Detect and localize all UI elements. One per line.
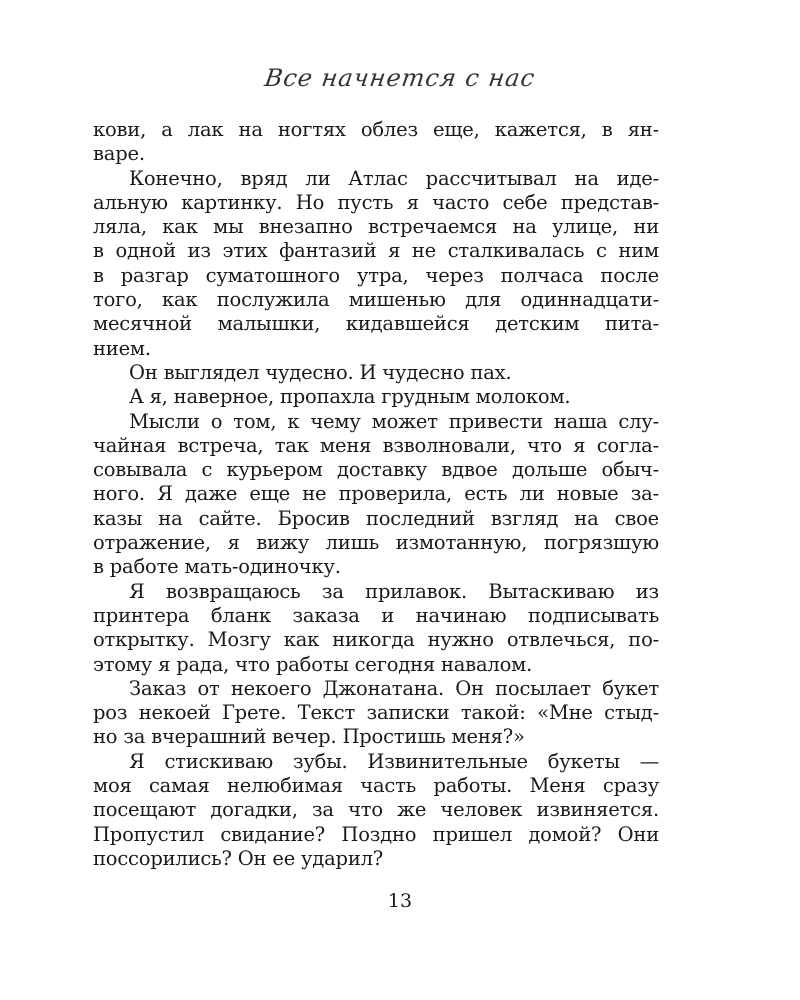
text-line: Заказ от некоего Джонатана. Он посылает букет	[129, 676, 659, 700]
text-line: Я стискиваю зубы. Извинительные букеты —	[129, 749, 659, 773]
text-line: Конечно, вряд ли Атлас рассчитывал на иде-	[129, 166, 659, 190]
text-line: в одной из этих фантазий я не сталкивалась с ним	[93, 239, 659, 263]
text-line: но за вчерашний вечер. Простишь меня?»	[93, 725, 525, 749]
text-line: принтера бланк заказа и начинаю подписывать	[93, 603, 659, 627]
text-line: варе.	[93, 142, 145, 166]
text-line: казы на сайте. Бросив последний взгляд на свое	[93, 506, 659, 530]
text-line: отражение, я вижу лишь измотанную, погрязшую	[93, 531, 659, 555]
text-line: Мысли о том, к чему может привести наша слу-	[129, 409, 659, 433]
text-line: кови, а лак на ногтях облез еще, кажется, в ян-	[93, 118, 659, 141]
text-line: совывала с курьером доставку вдвое дольше обыч-	[93, 458, 659, 482]
text-line: Он выглядел чудесно. И чудесно пах.	[129, 360, 512, 384]
text-line: того, как послужила мишенью для одиннадцати-	[93, 288, 659, 312]
text-line: в разгар суматошного утра, через полчаса после	[93, 263, 659, 287]
text-line: в работе мать-одиночку.	[93, 555, 341, 579]
text-line: ного. Я даже еще не проверила, есть ли новые за-	[93, 482, 659, 506]
text-line: Я возвращаюсь за прилавок. Вытаскиваю из	[129, 579, 659, 603]
text-line: поссорились? Он ее ударил?	[93, 846, 384, 870]
page-number: 13	[387, 890, 413, 912]
text-line: альную картинку. Но пусть я часто себе представ-	[93, 190, 659, 214]
text-line: этому я рада, что работы сегодня навалом.	[93, 652, 533, 676]
text-line: открытку. Мозгу как никогда нужно отвлечься, по-	[93, 628, 659, 652]
text-line: моя самая нелюбимая часть работы. Меня сразу	[93, 774, 659, 798]
text-line: А я, наверное, пропахла грудным молоком.	[129, 385, 571, 409]
text-line: месячной малышки, кидавшейся детским пита-	[93, 312, 659, 336]
text-line: роз некоей Грете. Текст записки такой: «Мне стыд-	[93, 701, 659, 725]
running-head: Все начнется с нас	[262, 64, 538, 92]
text-line: посещают догадки, за что же человек извиняется.	[93, 798, 659, 822]
text-line: чайная встреча, так меня взволновали, что я согла-	[93, 433, 659, 457]
text-line: нием.	[93, 336, 151, 360]
text-line: Пропустил свидание? Поздно пришел домой? Они	[93, 822, 659, 846]
body-text	[93, 118, 659, 871]
text-line: ляла, как мы внезапно встречаемся на улице, ни	[93, 215, 659, 239]
